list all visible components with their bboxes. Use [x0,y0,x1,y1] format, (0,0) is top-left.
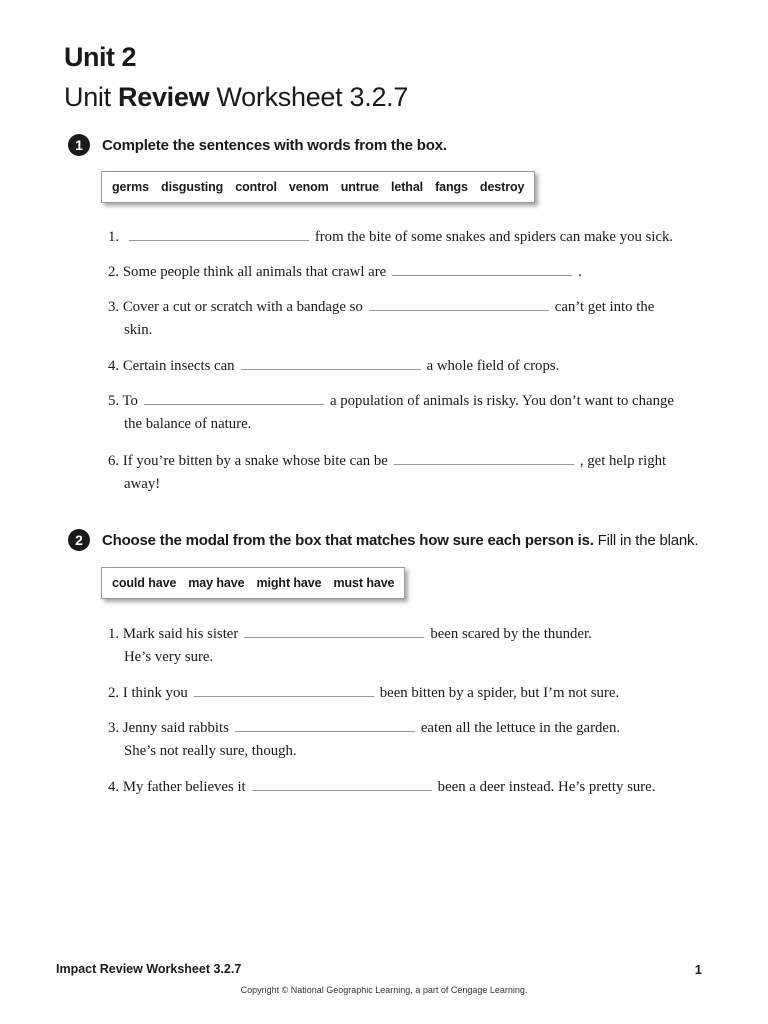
title-bold: Review [118,82,210,112]
sentence-continuation: skin. [124,322,153,338]
title-prefix: Unit [64,82,119,112]
sentence-continuation: She’s not really sure, though. [124,743,297,759]
word-box-2 [101,567,405,599]
item-number: 1. [108,229,120,245]
word-option: destroy [479,180,525,194]
item-number: 1. [108,626,120,642]
answer-blank[interactable] [129,226,309,241]
sentence-text-after: a population of animals is risky. You don’t want to change [329,393,674,409]
title-suffix: Worksheet 3.2.7 [209,82,409,112]
answer-blank[interactable] [252,776,432,791]
sentence-text-after: been a deer instead. He’s pretty sure. [437,779,656,795]
section-2-number-badge: 2 [68,529,90,551]
sentence-text-before: If you’re bitten by a snake whose bite can be [122,453,388,469]
sentence-text-after: from the bite of some snakes and spiders can make you sick. [314,229,674,245]
sentence-text-before: Some people think all animals that crawl are [122,264,387,280]
sentence-text-after: a whole field of crops. [426,358,560,374]
sentence-item [108,450,708,496]
answer-blank[interactable] [394,450,574,465]
sentence-item [108,226,708,249]
sentence-text-after: been scared by the thunder. [430,626,592,642]
word-box-1 [101,171,535,203]
unit-title: Unit 2 [64,42,137,72]
word-option: venom [288,180,329,194]
sentence-text-before: My father believes it [122,779,246,795]
section-2-instruction-bold: Choose the modal from the box that matches how sure each person is. [102,531,594,549]
sentence-continuation: the balance of nature. [124,416,252,432]
sentence-text-before: Certain insects can [122,358,235,374]
item-number: 2. [108,264,120,280]
sentence-item [108,355,708,378]
word-option: untrue [340,180,379,194]
word-option: may have [188,576,245,590]
section-1-number-badge: 1 [68,134,90,156]
answer-blank[interactable] [241,355,421,370]
item-number: 6. [108,453,120,469]
footer-title: Impact Review Worksheet 3.2.7 [56,962,242,976]
sentence-item [108,261,708,284]
item-number: 4. [108,779,120,795]
answer-blank[interactable] [392,261,572,276]
sentence-text-before: Mark said his sister [122,626,239,642]
section-2-heading [68,529,698,551]
word-option: might have [256,576,322,590]
word-option: lethal [391,180,424,194]
sentence-text-after: . [578,264,582,280]
word-option: germs [112,180,150,194]
sentence-text-before: Jenny said rabbits [122,720,229,736]
answer-blank[interactable] [235,717,415,732]
item-number: 4. [108,358,120,374]
answer-blank[interactable] [369,296,549,311]
sentence-text-after: , get help right [579,453,667,469]
sentence-item [108,390,708,436]
answer-blank[interactable] [194,682,374,697]
item-number: 2. [108,685,120,701]
item-number: 3. [108,299,120,315]
section-1-heading [68,134,447,156]
word-option: must have [333,576,395,590]
word-option: control [235,180,277,194]
page-number: 1 [694,962,702,977]
copyright: Copyright © National Geographic Learning, a part of Cengage Learning. [240,985,528,995]
section-1-instruction: Complete the sentences with words from the box. [102,136,447,154]
answer-blank[interactable] [144,390,324,405]
sentence-continuation: He’s very sure. [124,649,214,665]
worksheet-title [64,82,408,113]
sentence-text-after: been bitten by a spider, but I’m not sure. [379,685,620,701]
word-option: fangs [435,180,468,194]
sentence-item [108,623,708,669]
section-2-instruction [102,532,698,549]
word-option: could have [112,576,177,590]
sentence-text-before: I think you [122,685,188,701]
sentence-text-before: To [122,393,138,409]
sentence-continuation: away! [124,476,161,492]
section-2-instruction-normal: Fill in the blank. [593,531,699,549]
sentence-text-before: Cover a cut or scratch with a bandage so [122,299,363,315]
sentence-text-after: can’t get into the [554,299,655,315]
answer-blank[interactable] [244,623,424,638]
item-number: 3. [108,720,120,736]
sentence-item [108,296,708,342]
sentence-text-after: eaten all the lettuce in the garden. [420,720,621,736]
word-option: disgusting [161,180,224,194]
sentence-item [108,717,708,763]
sentence-item [108,776,708,799]
item-number: 5. [108,393,120,409]
sentence-item [108,682,708,705]
